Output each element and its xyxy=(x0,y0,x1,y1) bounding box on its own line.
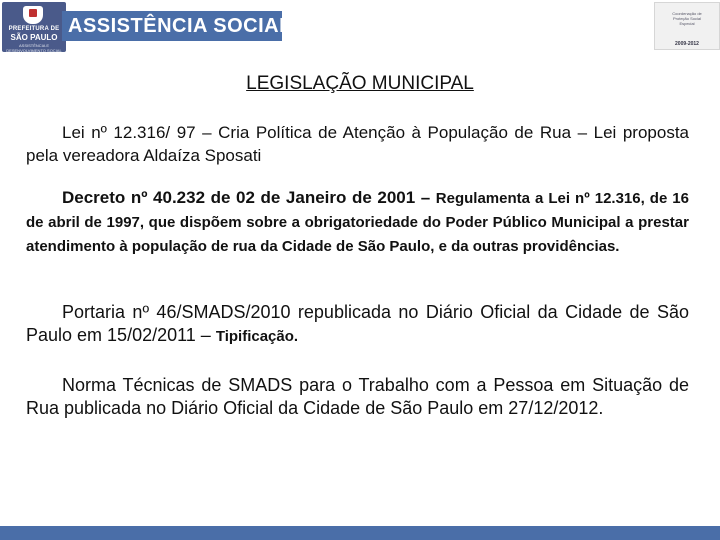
header-banner xyxy=(62,11,292,41)
prefeitura-logo xyxy=(2,2,66,52)
decree-regulates: Regulamenta a Lei nº xyxy=(435,190,590,207)
logo-line-prefeitura: PREFEITURA DE xyxy=(8,26,60,32)
norma-text: Norma Técnicas de SMADS para o Trabalho com a Pessoa em Situação de Rua publicada no Diário Oficial da Cidade de São Paulo em 27/12/2012. xyxy=(26,375,689,418)
corner-year: 2009-2012 xyxy=(675,41,699,47)
law-author: Lei proposta pela vereadora Aldaíza Sposati xyxy=(26,123,690,165)
decree-description: 12.316, de 16 de abril de 1997, que dispõem sobre a obrigatoriedade do Poder Público Municipal a prestar atendimento à população de rua da Cidade de São Paulo, e da outras providências. xyxy=(26,190,689,255)
norma-paragraph xyxy=(26,374,689,420)
logo-line-department: ASSISTÊNCIA E DESENVOLVIMENTO SOCIAL xyxy=(6,43,62,53)
decree-paragraph xyxy=(26,186,689,258)
decree-title: Decreto nº 40.232 de 02 de Janeiro de 2001 – xyxy=(62,188,436,207)
law-paragraph xyxy=(26,121,689,167)
banner-title: ASSISTÊNCIA SOCIAL xyxy=(68,15,292,37)
coat-of-arms-icon xyxy=(23,6,43,24)
portaria-paragraph xyxy=(26,301,689,348)
page-title: LEGISLAÇÃO MUNICIPAL xyxy=(246,73,474,94)
footer-bar xyxy=(0,526,720,540)
law-title: Lei nº 12.316/ 97 – Cria Política de Atenção à População de Rua – xyxy=(62,123,588,142)
corner-line: Proteção Social xyxy=(672,16,701,21)
logo-line-city: SÃO PAULO xyxy=(10,33,58,42)
corner-logo-box xyxy=(654,2,720,50)
portaria-tipificacao: Tipificação. xyxy=(215,328,299,345)
corner-line: Coordenação de xyxy=(672,11,702,16)
portaria-title: Portaria nº 46/SMADS/2010 republicada no Diário Oficial da Cidade de São Paulo em 15/02/2011 – xyxy=(26,302,689,345)
corner-line: Especial xyxy=(679,21,695,26)
